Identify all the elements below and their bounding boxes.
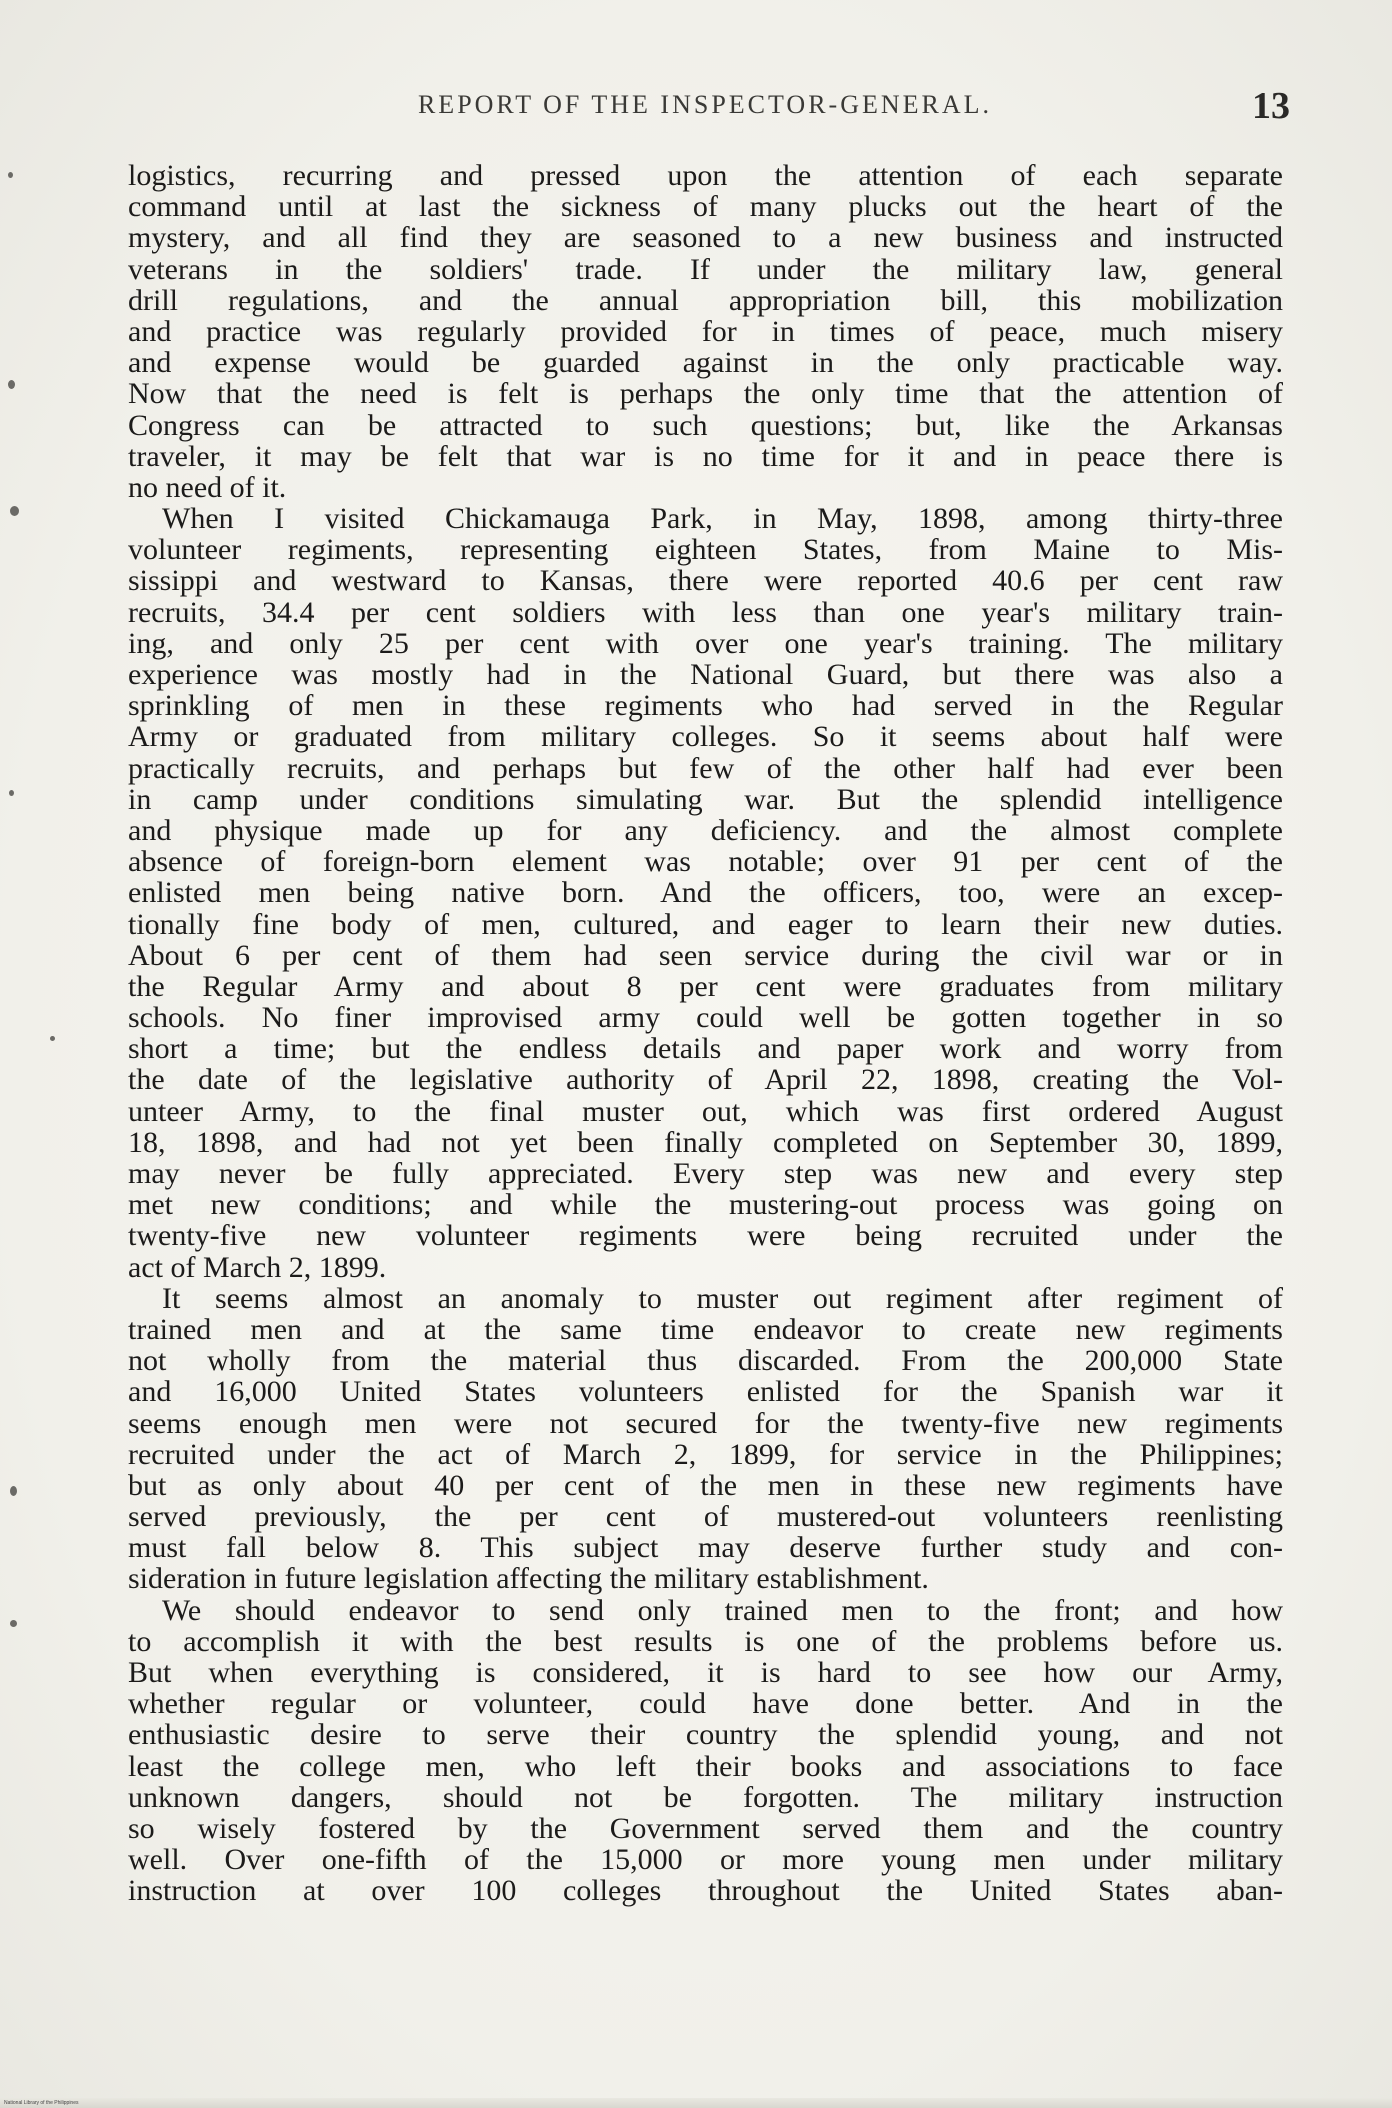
text-line: seems enough men were not secured for the twenty-five new regiments [128, 1406, 1283, 1440]
paragraph [128, 1283, 1283, 1595]
text-line: veterans in the soldiers' trade. If under the military law, general [128, 252, 1283, 286]
text-line: so wisely fostered by the Government served them and the country [128, 1811, 1283, 1845]
running-head: REPORT OF THE INSPECTOR-GENERAL. [417, 90, 993, 119]
text-line: and 16,000 United States volunteers enlisted for the Spanish war it [128, 1375, 1283, 1409]
text-line: no need of it. [128, 470, 287, 504]
text-line: 18, 1898, and had not yet been finally completed on September 30, 1899, [128, 1125, 1283, 1159]
margin-speck [8, 172, 13, 178]
text-line: tionally fine body of men, cultured, and eager to learn their new duties. [128, 907, 1283, 941]
scan-edge [0, 2098, 1392, 2108]
text-line: well. Over one-fifth of the 15,000 or more young men under military [128, 1843, 1283, 1877]
text-line: experience was mostly had in the National Guard, but there was also a [128, 658, 1283, 691]
text-line: But when everything is considered, it is hard to see how our Army, [128, 1656, 1283, 1689]
text-line: volunteer regiments, representing eighteen States, from Maine to Mis- [128, 533, 1283, 567]
text-line: absence of foreign-born element was notable; over 91 per cent of the [128, 845, 1283, 879]
text-line: sideration in future legislation affecting the military establishment. [128, 1562, 929, 1596]
text-line: mystery, and all find they are seasoned to a new business and instructed [128, 221, 1283, 255]
text-line: unknown dangers, should not be forgotten. The military instruction [128, 1780, 1283, 1814]
footer-credit: National Library of the Philippines [4, 2100, 79, 2106]
text-line: When I visited Chickamauga Park, in May, 1898, among thirty-three [162, 502, 1283, 536]
margin-speck [9, 790, 14, 796]
page-header [120, 85, 1290, 130]
text-line: may never be fully appreciated. Every step was new and every step [128, 1157, 1283, 1190]
margin-speck [50, 1036, 55, 1041]
text-line: enlisted men being native born. And the officers, too, were an excep- [128, 876, 1283, 910]
page-number: 13 [1252, 85, 1290, 127]
text-line: ing, and only 25 per cent with over one year's training. The military [128, 626, 1283, 660]
text-line: and physique made up for any deficiency. and the almost complete [128, 813, 1283, 847]
text-line: and expense would be guarded against in the only practicable way. [128, 346, 1283, 380]
text-line: served previously, the per cent of mustered-out volunteers reenlisting [128, 1500, 1283, 1534]
paragraph [128, 1595, 1283, 1907]
text-line: in camp under conditions simulating war. But the splendid intelligence [128, 782, 1283, 816]
text-line: met new conditions; and while the mustering-out process was going on [128, 1188, 1283, 1222]
text-line: not wholly from the material thus discarded. From the 200,000 State [128, 1344, 1283, 1378]
text-line: About 6 per cent of them had seen service during the civil war or in [128, 938, 1283, 972]
text-line: recruited under the act of March 2, 1899, for service in the Philippines; [128, 1437, 1283, 1471]
text-line: the Regular Army and about 8 per cent were graduates from military [128, 969, 1283, 1003]
text-line: and practice was regularly provided for in times of peace, much misery [128, 314, 1283, 348]
text-line: traveler, it may be felt that war is no time for it and in peace there is [128, 439, 1283, 473]
text-line: command until at last the sickness of many plucks out the heart of the [128, 190, 1283, 224]
text-line: least the college men, who left their books and associations to face [128, 1749, 1283, 1783]
text-line: unteer Army, to the final muster out, which was first ordered August [128, 1094, 1283, 1128]
text-line: enthusiastic desire to serve their country the splendid young, and not [128, 1718, 1283, 1752]
text-line: Congress can be attracted to such questions; but, like the Arkansas [128, 408, 1283, 442]
text-line: sissippi and westward to Kansas, there were reported 40.6 per cent raw [128, 564, 1283, 598]
text-line: trained men and at the same time endeavor to create new regiments [128, 1312, 1283, 1346]
margin-speck [8, 380, 15, 389]
text-line: must fall below 8. This subject may deserve further study and con- [128, 1531, 1283, 1565]
text-line: act of March 2, 1899. [128, 1250, 387, 1284]
text-line: It seems almost an anomaly to muster out regiment after regiment of [162, 1281, 1283, 1315]
text-line: but as only about 40 per cent of the men in these new regiments have [128, 1468, 1283, 1502]
text-line: sprinkling of men in these regiments who had served in the Regular [128, 689, 1283, 723]
text-line: to accomplish it with the best results is one of the problems before us. [128, 1624, 1283, 1658]
margin-speck [10, 1620, 17, 1627]
paragraph [128, 503, 1283, 1283]
text-line: instruction at over 100 colleges throughout the United States aban- [128, 1874, 1283, 1908]
text-line: logistics, recurring and pressed upon the attention of each separate [128, 159, 1283, 192]
text-line: Army or graduated from military colleges. So it seems about half were [128, 720, 1283, 754]
text-line: short a time; but the endless details and paper work and worry from [128, 1032, 1283, 1066]
text-line: We should endeavor to send only trained men to the front; and how [162, 1593, 1283, 1627]
margin-speck [10, 506, 19, 516]
text-line: whether regular or volunteer, could have done better. And in the [128, 1687, 1283, 1721]
text-line: practically recruits, and perhaps but few of the other half had ever been [128, 751, 1283, 785]
text-line: schools. No finer improvised army could well be gotten together in so [128, 1001, 1283, 1035]
paragraph [128, 160, 1283, 503]
text-line: drill regulations, and the annual appropriation bill, this mobilization [128, 283, 1283, 317]
margin-speck [10, 1486, 17, 1496]
text-line: the date of the legislative authority of April 22, 1898, creating the Vol- [128, 1063, 1283, 1097]
text-line: recruits, 34.4 per cent soldiers with less than one year's military train- [128, 595, 1283, 629]
text-line: twenty-five new volunteer regiments were being recruited under the [128, 1219, 1283, 1253]
body-text [128, 160, 1283, 1907]
text-line: Now that the need is felt is perhaps the only time that the attention of [128, 377, 1283, 411]
